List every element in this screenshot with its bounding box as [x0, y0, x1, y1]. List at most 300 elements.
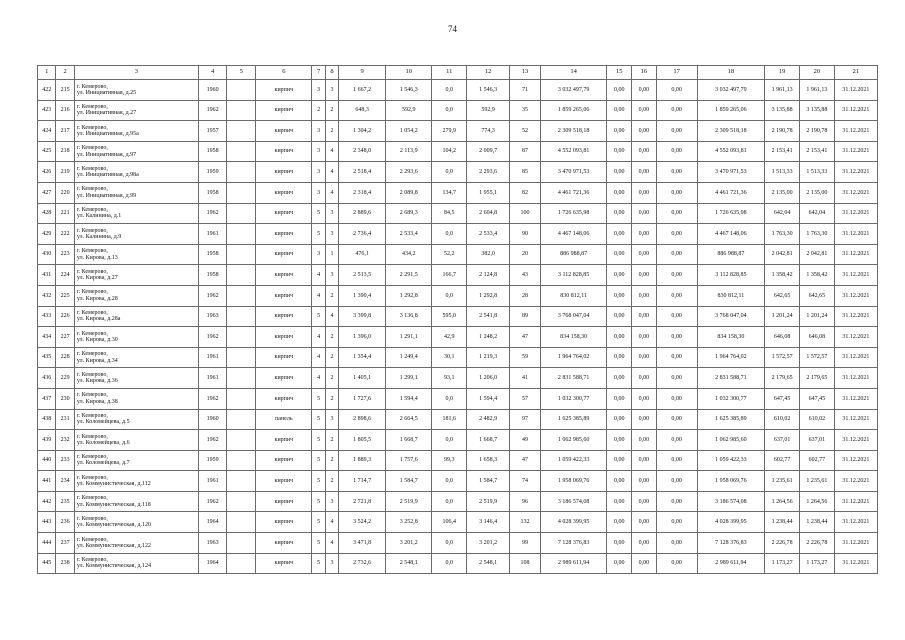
- table-cell: кирпич: [256, 182, 312, 203]
- table-cell: 1960: [198, 80, 227, 101]
- table-cell: [227, 100, 256, 121]
- table-cell: [227, 224, 256, 245]
- table-cell: 2 293,6: [467, 162, 510, 183]
- address-street: ул. Калинина, д.1: [76, 213, 122, 220]
- table-cell: 0,00: [632, 100, 657, 121]
- table-cell: 224: [56, 265, 74, 286]
- table-row: [38, 450, 878, 471]
- table-cell: кирпич: [256, 224, 312, 245]
- address-city: г. Кемерово,: [76, 433, 108, 440]
- table-cell: [227, 347, 256, 368]
- table-cell: 1 958 069,76: [697, 471, 765, 492]
- table-cell: 47: [510, 327, 541, 348]
- table-cell: 0,0: [432, 162, 467, 183]
- table-cell: 1 955,1: [467, 182, 510, 203]
- table-cell: 221: [56, 203, 74, 224]
- table-cell: 2 124,8: [467, 265, 510, 286]
- table-cell: 0,00: [656, 553, 697, 574]
- table-cell: 5: [312, 553, 325, 574]
- table-cell: [227, 327, 256, 348]
- table-cell: 2: [325, 471, 338, 492]
- table-cell: 602,77: [765, 450, 800, 471]
- table-cell: 1 668,7: [467, 430, 510, 451]
- table-cell: 2 831 588,71: [697, 368, 765, 389]
- table-cell: 0,00: [632, 203, 657, 224]
- table-row: [38, 224, 878, 245]
- address-city: г. Кемерово,: [76, 557, 108, 564]
- table-cell: 5: [312, 491, 325, 512]
- table-cell: 47: [510, 450, 541, 471]
- table-cell: 0,00: [607, 471, 632, 492]
- address-city: г. Кемерово,: [76, 104, 108, 111]
- table-cell: 3: [312, 182, 325, 203]
- table-cell: 0,00: [607, 141, 632, 162]
- table-cell: 0,00: [656, 512, 697, 533]
- table-cell: 31.12.2021: [834, 244, 877, 265]
- address-street: ул. Кирова, д.30: [76, 336, 118, 343]
- table-cell: 31.12.2021: [834, 533, 877, 554]
- table-cell: 0,0: [432, 430, 467, 451]
- table-cell: 434: [38, 327, 56, 348]
- table-cell: 233: [56, 450, 74, 471]
- address-street: ул. Кирова, д.27: [76, 275, 118, 282]
- column-header: 7: [312, 66, 325, 80]
- address-city: г. Кемерово,: [76, 124, 108, 131]
- table-cell: кирпич: [256, 121, 312, 142]
- table-cell: 1 757,6: [386, 450, 432, 471]
- table-cell: 3: [325, 409, 338, 430]
- table-cell: 4 552 093,81: [697, 141, 765, 162]
- table-cell: 3 524,2: [339, 512, 386, 533]
- table-cell: 1 727,6: [339, 388, 386, 409]
- table-cell: 1962: [198, 491, 227, 512]
- table-cell: 0,0: [432, 224, 467, 245]
- table-cell: панель: [256, 409, 312, 430]
- table-cell: 20: [510, 244, 541, 265]
- table-cell: 1 805,5: [339, 430, 386, 451]
- table-cell: кирпич: [256, 512, 312, 533]
- table-cell: 2: [325, 368, 338, 389]
- table-cell: кирпич: [256, 368, 312, 389]
- table-cell: 4: [312, 368, 325, 389]
- address-city: г. Кемерово,: [76, 83, 108, 90]
- table-cell: 0,00: [632, 368, 657, 389]
- table-cell: 433: [38, 306, 56, 327]
- table-cell: 71: [510, 80, 541, 101]
- table-cell: 610,02: [800, 409, 835, 430]
- table-cell: 0,00: [632, 306, 657, 327]
- table-cell: 2 226,78: [765, 533, 800, 554]
- table-cell: 219: [56, 162, 74, 183]
- column-header: 3: [74, 66, 198, 80]
- table-cell: 4: [312, 285, 325, 306]
- table-cell: 231: [56, 409, 74, 430]
- table-cell: 2 482,9: [467, 409, 510, 430]
- table-cell: кирпич: [256, 347, 312, 368]
- address-city: г. Кемерово,: [76, 310, 108, 317]
- table-cell: 57: [510, 388, 541, 409]
- table-cell: 442: [38, 491, 56, 512]
- table-cell: 774,3: [467, 121, 510, 142]
- table-cell: 3 471,8: [339, 533, 386, 554]
- address-cell: [74, 162, 198, 183]
- table-cell: 4 028 399,95: [540, 512, 607, 533]
- table-cell: 31.12.2021: [834, 141, 877, 162]
- table-cell: 2 889,6: [339, 203, 386, 224]
- table-cell: 2 293,6: [386, 162, 432, 183]
- table-cell: кирпич: [256, 533, 312, 554]
- table-cell: 31.12.2021: [834, 285, 877, 306]
- table-cell: 1 714,7: [339, 471, 386, 492]
- table-cell: 0,00: [632, 224, 657, 245]
- address-street: ул. Инициативная, д.27: [76, 110, 137, 117]
- address-city: г. Кемерово,: [76, 165, 108, 172]
- table-cell: 2 519,9: [386, 491, 432, 512]
- table-row: [38, 182, 878, 203]
- table-cell: 2: [325, 285, 338, 306]
- table-row: [38, 512, 878, 533]
- table-row: [38, 388, 878, 409]
- address-city: г. Кемерово,: [76, 268, 108, 275]
- table-cell: 41: [510, 368, 541, 389]
- address-cell: [74, 285, 198, 306]
- table-cell: 476,1: [339, 244, 386, 265]
- address-cell: [74, 100, 198, 121]
- table-cell: 4 552 093,81: [540, 141, 607, 162]
- address-cell: [74, 327, 198, 348]
- table-cell: 236: [56, 512, 74, 533]
- table-cell: 1 513,33: [800, 162, 835, 183]
- table-cell: 2 042,81: [765, 244, 800, 265]
- table-cell: 427: [38, 182, 56, 203]
- table-cell: 1 763,30: [765, 224, 800, 245]
- table-cell: [227, 388, 256, 409]
- table-cell: 0,00: [607, 265, 632, 286]
- table-cell: 428: [38, 203, 56, 224]
- table-cell: 1 546,3: [386, 80, 432, 101]
- table-cell: 2 548,1: [467, 553, 510, 574]
- column-header: 19: [765, 66, 800, 80]
- table-cell: 0,00: [656, 80, 697, 101]
- table-cell: 5: [312, 306, 325, 327]
- address-cell: [74, 450, 198, 471]
- address-street: ул. Кирова, д.38: [76, 398, 118, 405]
- table-cell: 226: [56, 306, 74, 327]
- address-street: ул. Инициативная, д.25: [76, 89, 137, 96]
- table-cell: 1964: [198, 553, 227, 574]
- table-cell: 228: [56, 347, 74, 368]
- table-cell: 237: [56, 533, 74, 554]
- table-cell: 2 533,4: [386, 224, 432, 245]
- table-cell: 1 594,4: [467, 388, 510, 409]
- table-cell: 0,00: [607, 327, 632, 348]
- table-cell: 1963: [198, 306, 227, 327]
- table-cell: 4 461 721,36: [540, 182, 607, 203]
- table-cell: 0,00: [632, 471, 657, 492]
- table-cell: 2 518,4: [339, 162, 386, 183]
- table-cell: 642,65: [800, 285, 835, 306]
- address-street: ул. Инициативная, д.95а: [76, 130, 139, 137]
- column-header: 5: [227, 66, 256, 80]
- table-cell: 1 201,24: [800, 306, 835, 327]
- table-cell: 0,0: [432, 471, 467, 492]
- table-cell: 3 768 047,04: [697, 306, 765, 327]
- table-cell: 0,00: [656, 141, 697, 162]
- table-cell: 437: [38, 388, 56, 409]
- table-cell: 5: [312, 409, 325, 430]
- table-cell: 7 128 376,83: [540, 533, 607, 554]
- table-cell: 0,00: [607, 244, 632, 265]
- table-cell: 0,00: [632, 141, 657, 162]
- table-cell: 637,01: [800, 430, 835, 451]
- table-row: [38, 141, 878, 162]
- address-cell: [74, 141, 198, 162]
- table-cell: 0,00: [656, 162, 697, 183]
- table-cell: [227, 512, 256, 533]
- table-cell: 4 467 148,06: [697, 224, 765, 245]
- table-cell: 1 304,2: [339, 121, 386, 142]
- table-cell: 1962: [198, 430, 227, 451]
- table-cell: 592,9: [386, 100, 432, 121]
- table-cell: 227: [56, 327, 74, 348]
- table-cell: 0,00: [607, 388, 632, 409]
- table-cell: 0,00: [656, 471, 697, 492]
- table-cell: [227, 491, 256, 512]
- table-cell: 1 390,4: [339, 285, 386, 306]
- address-city: г. Кемерово,: [76, 227, 108, 234]
- table-cell: 0,00: [656, 244, 697, 265]
- table-cell: 1 405,1: [339, 368, 386, 389]
- table-cell: 3 112 828,85: [540, 265, 607, 286]
- table-cell: 0,00: [632, 182, 657, 203]
- table-cell: 3: [312, 121, 325, 142]
- table-cell: 4: [325, 162, 338, 183]
- table-cell: 0,00: [607, 121, 632, 142]
- table-cell: 134,7: [432, 182, 467, 203]
- address-city: г. Кемерово,: [76, 186, 108, 193]
- table-row: [38, 347, 878, 368]
- table-cell: 1 763,30: [800, 224, 835, 245]
- table-cell: 4: [312, 327, 325, 348]
- table-cell: 0,00: [607, 553, 632, 574]
- table-cell: 87: [510, 141, 541, 162]
- table-cell: 0,00: [632, 553, 657, 574]
- table-cell: 220: [56, 182, 74, 203]
- table-cell: 646,08: [765, 327, 800, 348]
- table-cell: кирпич: [256, 203, 312, 224]
- table-cell: 0,00: [656, 306, 697, 327]
- table-cell: 216: [56, 100, 74, 121]
- table-cell: 0,00: [607, 491, 632, 512]
- address-street: ул. Коммунистическая, д.124: [76, 563, 151, 570]
- table-cell: 49: [510, 430, 541, 451]
- address-cell: [74, 430, 198, 451]
- table-cell: 3 201,2: [467, 533, 510, 554]
- table-cell: 1 625 385,89: [697, 409, 765, 430]
- table-cell: 2 548,1: [386, 553, 432, 574]
- table-cell: 99: [510, 533, 541, 554]
- address-cell: [74, 306, 198, 327]
- table-cell: 610,02: [765, 409, 800, 430]
- table-cell: 1 062 985,60: [697, 430, 765, 451]
- table-cell: [227, 244, 256, 265]
- table-cell: 90: [510, 224, 541, 245]
- table-cell: 0,0: [432, 80, 467, 101]
- table-cell: 0,00: [656, 430, 697, 451]
- table-cell: 0,00: [632, 430, 657, 451]
- table-cell: 2 291,5: [386, 265, 432, 286]
- table-cell: 1 238,44: [765, 512, 800, 533]
- address-city: г. Кемерово,: [76, 536, 108, 543]
- table-cell: 31.12.2021: [834, 80, 877, 101]
- table-cell: 31.12.2021: [834, 471, 877, 492]
- table-cell: 834 158,30: [540, 327, 607, 348]
- table-cell: 0,0: [432, 491, 467, 512]
- table-cell: 1 889,3: [339, 450, 386, 471]
- table-cell: 0,00: [607, 450, 632, 471]
- table-cell: 1962: [198, 203, 227, 224]
- table-cell: 2 513,5: [339, 265, 386, 286]
- table-cell: 1 358,42: [765, 265, 800, 286]
- table-cell: 31.12.2021: [834, 265, 877, 286]
- table-cell: 4: [325, 141, 338, 162]
- table-cell: 1959: [198, 450, 227, 471]
- table-cell: 4 461 721,36: [697, 182, 765, 203]
- table-cell: 443: [38, 512, 56, 533]
- table-cell: 642,65: [765, 285, 800, 306]
- table-cell: 1 059 422,33: [697, 450, 765, 471]
- table-cell: 0,00: [656, 533, 697, 554]
- table-cell: 35: [510, 100, 541, 121]
- table-cell: 3 470 971,53: [540, 162, 607, 183]
- address-cell: [74, 347, 198, 368]
- table-cell: 0,00: [607, 512, 632, 533]
- table-cell: 1 584,7: [386, 471, 432, 492]
- table-cell: 2: [325, 450, 338, 471]
- table-cell: [227, 285, 256, 306]
- table-cell: 434,2: [386, 244, 432, 265]
- table-cell: 3: [325, 203, 338, 224]
- address-street: ул. Инициативная, д.97: [76, 151, 137, 158]
- table-cell: 84,5: [432, 203, 467, 224]
- table-cell: 1963: [198, 533, 227, 554]
- table-cell: кирпич: [256, 100, 312, 121]
- table-cell: 0,0: [432, 285, 467, 306]
- table-cell: 0,00: [632, 533, 657, 554]
- table-cell: 1 667,2: [339, 80, 386, 101]
- table-cell: 3 186 574,08: [540, 491, 607, 512]
- table-cell: 0,00: [632, 491, 657, 512]
- table-cell: 31.12.2021: [834, 553, 877, 574]
- address-cell: [74, 265, 198, 286]
- table-cell: [227, 471, 256, 492]
- table-cell: 3 399,8: [339, 306, 386, 327]
- table-cell: 1959: [198, 162, 227, 183]
- address-cell: [74, 533, 198, 554]
- table-cell: 3 146,4: [467, 512, 510, 533]
- table-cell: 1 219,3: [467, 347, 510, 368]
- address-city: г. Кемерово,: [76, 474, 108, 481]
- table-cell: 3 136,8: [386, 306, 432, 327]
- table-cell: 0,00: [607, 368, 632, 389]
- address-city: г. Кемерово,: [76, 351, 108, 358]
- table-cell: 1 173,27: [800, 553, 835, 574]
- address-street: ул. Инициативная, д.99: [76, 192, 137, 199]
- table-cell: 225: [56, 285, 74, 306]
- table-cell: 31.12.2021: [834, 306, 877, 327]
- table-cell: 4: [325, 182, 338, 203]
- table-cell: 2: [325, 347, 338, 368]
- table-cell: 1958: [198, 244, 227, 265]
- table-cell: 1 726 635,98: [697, 203, 765, 224]
- table-cell: 0,00: [607, 285, 632, 306]
- table-cell: [227, 450, 256, 471]
- table-cell: 0,00: [607, 347, 632, 368]
- address-cell: [74, 203, 198, 224]
- table-cell: 0,00: [607, 100, 632, 121]
- table-cell: 0,00: [632, 388, 657, 409]
- table-cell: 834 158,30: [697, 327, 765, 348]
- table-cell: 4: [325, 512, 338, 533]
- table-header-row: [38, 66, 878, 80]
- table-cell: 0,00: [656, 388, 697, 409]
- table-cell: 52: [510, 121, 541, 142]
- table-cell: 1 961,13: [800, 80, 835, 101]
- table-cell: 0,00: [632, 244, 657, 265]
- table-row: [38, 533, 878, 554]
- table-cell: 1962: [198, 388, 227, 409]
- table-cell: 0,0: [432, 100, 467, 121]
- table-cell: 2 153,41: [800, 141, 835, 162]
- table-cell: 0,00: [607, 409, 632, 430]
- table-cell: 2 689,3: [386, 203, 432, 224]
- table-cell: кирпич: [256, 285, 312, 306]
- table-cell: 0,00: [656, 368, 697, 389]
- address-cell: [74, 388, 198, 409]
- address-cell: [74, 80, 198, 101]
- table-cell: 31.12.2021: [834, 388, 877, 409]
- table-cell: 3 252,8: [386, 512, 432, 533]
- table-cell: 232: [56, 430, 74, 451]
- table-cell: 1 292,8: [386, 285, 432, 306]
- address-city: г. Кемерово,: [76, 515, 108, 522]
- table-cell: [227, 368, 256, 389]
- table-cell: 97: [510, 409, 541, 430]
- column-header: 18: [697, 66, 765, 80]
- table-cell: 2 541,8: [467, 306, 510, 327]
- table-cell: 3: [325, 491, 338, 512]
- column-header: 4: [198, 66, 227, 80]
- table-cell: 217: [56, 121, 74, 142]
- table-cell: 0,00: [656, 265, 697, 286]
- table-cell: 0,00: [656, 327, 697, 348]
- table-cell: 2: [325, 327, 338, 348]
- table-cell: 93,1: [432, 368, 467, 389]
- table-cell: 1 264,56: [800, 491, 835, 512]
- table-row: [38, 327, 878, 348]
- table-cell: 4 467 148,06: [540, 224, 607, 245]
- table-cell: кирпич: [256, 141, 312, 162]
- table-cell: 1 299,1: [386, 368, 432, 389]
- table-cell: 132: [510, 512, 541, 533]
- table-cell: 432: [38, 285, 56, 306]
- table-cell: 0,00: [632, 409, 657, 430]
- column-header: 21: [834, 66, 877, 80]
- table-cell: 422: [38, 80, 56, 101]
- table-cell: 3: [325, 553, 338, 574]
- table-cell: 886 988,87: [540, 244, 607, 265]
- table-row: [38, 553, 878, 574]
